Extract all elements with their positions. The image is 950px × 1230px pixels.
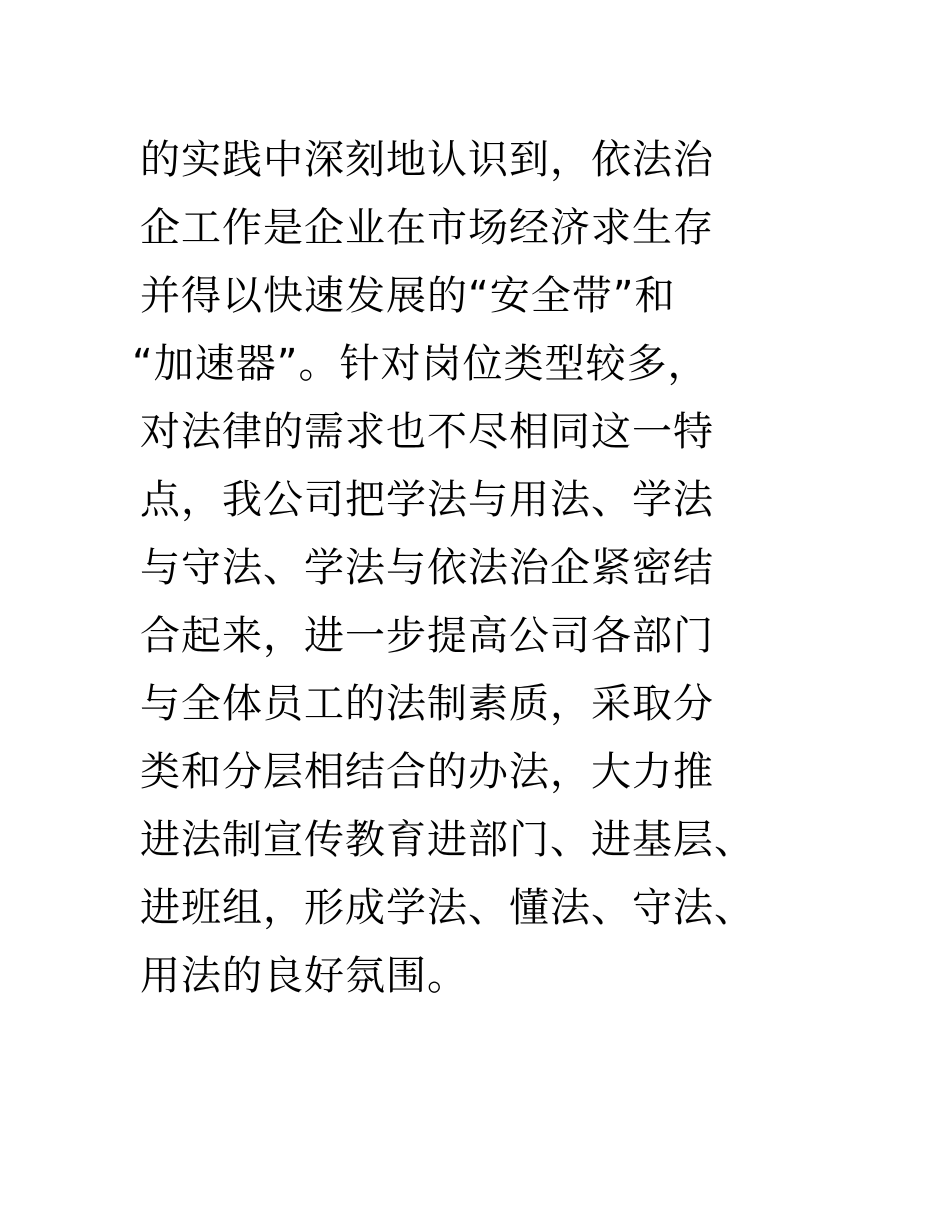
text-line: 类和分层相结合的办法，大力推 bbox=[140, 749, 714, 795]
text-line: 用法的良好氛围。 bbox=[140, 953, 468, 999]
text-line: 企工作是企业在市场经济求生存 bbox=[140, 205, 714, 251]
text-line: 的实践中深刻地认识到，依法治 bbox=[140, 137, 714, 183]
text-line: 合起来，进一步提高公司各部门 bbox=[140, 613, 714, 659]
text-line: 点，我公司把学法与用法、学法 bbox=[140, 477, 714, 523]
body-paragraph bbox=[132, 126, 830, 1010]
text-line: 进法制宣传教育进部门、进基层、 bbox=[140, 817, 755, 863]
text-line: 与守法、学法与依法治企紧密结 bbox=[140, 545, 714, 591]
text-line: 并得以快速发展的“安全带”和 bbox=[140, 273, 676, 319]
text-line: “加速器”。针对岗位类型较多， bbox=[132, 341, 709, 387]
text-line: 与全体员工的法制素质，采取分 bbox=[140, 681, 714, 727]
text-line: 对法律的需求也不尽相同这一特 bbox=[140, 409, 714, 455]
text-line: 进班组，形成学法、懂法、守法、 bbox=[140, 885, 755, 931]
